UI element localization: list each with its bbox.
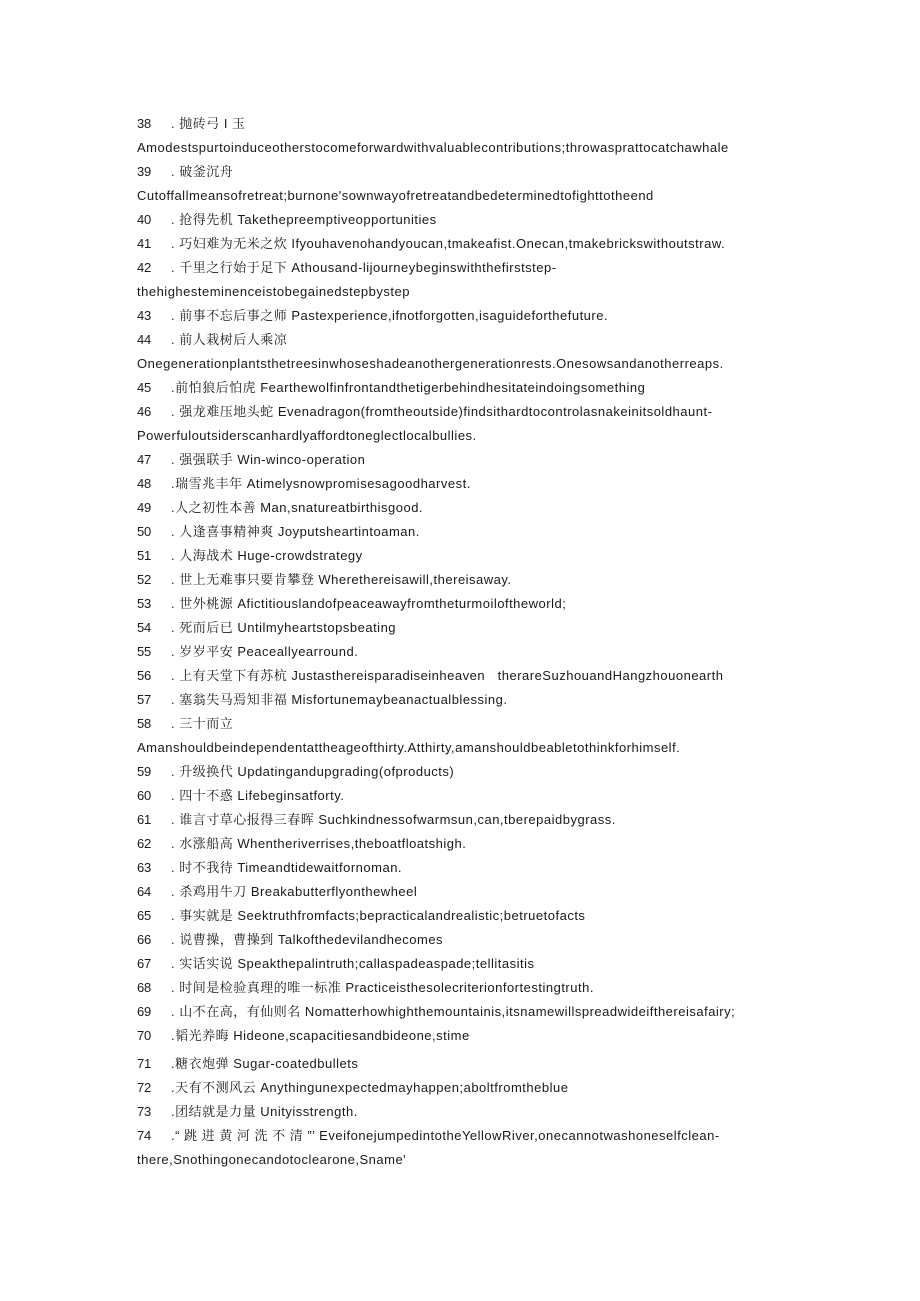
idiom-entry-continuation [137,184,797,208]
entry-number: 42 [137,260,152,275]
idiom-entry [137,1100,797,1124]
idiom-entry [137,472,797,496]
entry-text: . 三十而立 [171,716,234,731]
entry-number: 58 [137,716,152,731]
entry-text: . 杀鸡用牛刀 Breakabutterflyonthewheel [171,884,418,899]
idiom-entry [137,448,797,472]
entry-text: .人之初性本善 Man,snatureatbirthisgood. [171,500,424,515]
idiom-entry [137,1000,797,1024]
idiom-entry [137,592,797,616]
entry-number: 43 [137,308,152,323]
entry-text: Onegenerationplantsthetreesinwhoseshadeanothergenerationrests.Onesowsandanotherreaps. [137,356,724,371]
entry-number: 71 [137,1056,152,1071]
entry-text: .前怕狼后怕虎 Fearthewolfinfrontandthetigerbehindhesitateindoingsomething [171,380,646,395]
idiom-entry-continuation [137,424,797,448]
entry-text: . 山不在高，有仙则名 Nomatterhowhighthemountainis,itsnamewillspreadwideifthereisafairy; [171,1004,736,1019]
entry-text: . 谁言寸草心报得三春晖 Suchkindnessofwarmsun,can,tberepaidbygrass. [171,812,616,827]
entry-number: 69 [137,1004,152,1019]
idiom-entry-continuation [137,1148,797,1172]
entry-number: 38 [137,116,152,131]
entry-text: . 千里之行始于足下 Athousand-lijourneybeginswiththefirststep- [171,260,557,275]
entry-number: 44 [137,332,152,347]
idiom-entry-continuation [137,736,797,760]
entry-text: .瑞雪兆丰年 Atimelysnowpromisesagoodharvest. [171,476,471,491]
idiom-entry [137,640,797,664]
entry-text: . 强龙难压地头蛇 Evenadragon(fromtheoutside)findsithardtocontrolasnakeinitsoldhaunt- [171,404,713,419]
entry-text: . 岁岁平安 Peaceallyearround. [171,644,359,659]
idiom-entry [137,760,797,784]
entry-text: . 前人栽树后人乘凉 [171,332,288,347]
entry-text: there,Snothingonecandotoclearone,Sname' [137,1152,407,1167]
idiom-entry [137,856,797,880]
entry-text: . 巧妇难为无米之炊 Ifyouhavenohandyoucan,tmakeafist.Onecan,tmakebrickswithoutstraw. [171,236,726,251]
idiom-entry [137,712,797,736]
entry-text: . 上有天堂下有苏杭 JustasthereisparadiseinheavenﾠtherareSuzhouandHangzhouonearth [171,668,724,683]
idiom-entry [137,832,797,856]
entry-text: .天有不测风云 Anythingunexpectedmayhappen;aboltfromtheblue [171,1080,569,1095]
idiom-entry-continuation [137,280,797,304]
entry-number: 40 [137,212,152,227]
entry-text: . 人海战术 Huge-crowdstrategy [171,548,363,563]
entry-number: 70 [137,1028,152,1043]
entry-text: . 前事不忘后事之师 Pastexperience,ifnotforgotten,isaguideforthefuture. [171,308,609,323]
entry-number: 39 [137,164,152,179]
idiom-entry [137,568,797,592]
entry-number: 56 [137,668,152,683]
entry-number: 45 [137,380,152,395]
entry-number: 67 [137,956,152,971]
entry-number: 65 [137,908,152,923]
entry-text: . 抢得先机 Takethepreemptiveopportunities [171,212,437,227]
entry-text: .团结就是力量 Unityisstrength. [171,1104,358,1119]
idiom-entry [137,1124,797,1148]
idiom-entry [137,208,797,232]
entry-number: 57 [137,692,152,707]
entry-number: 73 [137,1104,152,1119]
entry-text: .韬光养晦 Hideone,scapacitiesandbideone,stime [171,1028,470,1043]
entry-number: 48 [137,476,152,491]
entry-text: . 四十不惑 Lifebeginsatforty. [171,788,345,803]
entry-text: thehighesteminenceistobegainedstepbystep [137,284,410,299]
idiom-entry [137,928,797,952]
entry-text: Amodestspurtoinduceotherstocomeforwardwithvaluablecontributions;throwasprattocatchawhale [137,140,729,155]
entry-text: . 人逢喜事精神爽 Joyputsheartintoaman. [171,524,420,539]
entry-text: . 破釜沉舟 [171,164,234,179]
entry-text: . 世外桃源 Afictitiouslandofpeaceawayfromtheturmoiloftheworld; [171,596,567,611]
idiom-entry [137,400,797,424]
idiom-entry-continuation [137,136,797,160]
entry-text: . 时间是检验真理的唯一标准 Practiceisthesolecriterionfortestingtruth. [171,980,594,995]
idiom-entry [137,808,797,832]
entry-text: . 说曹操，曹操到 Talkofthedevilandhecomes [171,932,444,947]
idiom-entry [137,304,797,328]
idiom-entry [137,664,797,688]
entry-text: . 水涨船高 Whentheriverrises,theboatfloatshigh. [171,836,467,851]
idiom-entry [137,160,797,184]
entry-text: Cutoffallmeansofretreat;burnone'sownwayofretreatandbedeterminedtofighttotheend [137,188,654,203]
idiom-entry [137,544,797,568]
entry-number: 51 [137,548,152,563]
entry-number: 64 [137,884,152,899]
entry-number: 46 [137,404,152,419]
entry-text: Amanshouldbeindependentattheageofthirty.Atthirty,amanshouldbeabletothinkforhimself. [137,740,681,755]
entry-text: . 实话实说 Speakthepalintruth;callaspadeaspade;tellitasitis [171,956,535,971]
entry-text: . 抛砖弓 I 玉 [171,116,246,131]
idiom-entry [137,616,797,640]
entry-number: 50 [137,524,152,539]
idiom-entry [137,256,797,280]
entry-text: .“ 跳 进 黄 河 洗 不 清 ”’ EveifonejumpedintotheYellowRiver,onecannotwashoneselfclean- [171,1128,720,1143]
entry-number: 53 [137,596,152,611]
idiom-entry [137,1052,797,1076]
entry-number: 41 [137,236,152,251]
entry-number: 54 [137,620,152,635]
entry-number: 47 [137,452,152,467]
entry-number: 68 [137,980,152,995]
idiom-entry [137,520,797,544]
entry-number: 63 [137,860,152,875]
entry-number: 59 [137,764,152,779]
entry-number: 74 [137,1128,152,1143]
idiom-entry [137,376,797,400]
entry-number: 55 [137,644,152,659]
idiom-entry [137,952,797,976]
entry-number: 66 [137,932,152,947]
idiom-entry [137,904,797,928]
entry-text: . 升级换代 Updatingandupgrading(ofproducts) [171,764,455,779]
entry-text: . 世上无难事只要肯攀登 Wherethereisawill,thereisaway. [171,572,512,587]
entry-text: . 强强联手 Win-winco-operation [171,452,366,467]
entry-number: 61 [137,812,152,827]
entry-text: . 时不我待 Timeandtidewaitfornoman. [171,860,403,875]
idiom-entry [137,232,797,256]
idiom-entry [137,328,797,352]
entry-number: 49 [137,500,152,515]
entry-number: 62 [137,836,152,851]
entry-number: 52 [137,572,152,587]
entry-text: . 死而后已 Untilmyheartstopsbeating [171,620,397,635]
idiom-entry [137,880,797,904]
entry-text: . 塞翁失马焉知非福 Misfortunemaybeanactualblessing. [171,692,508,707]
entry-number: 72 [137,1080,152,1095]
idiom-entry [137,496,797,520]
entry-number: 60 [137,788,152,803]
idiom-entry [137,1024,797,1048]
entry-text: Powerfuloutsiderscanhardlyaffordtoneglectlocalbullies. [137,428,477,443]
idiom-list [137,112,797,1172]
idiom-entry [137,112,797,136]
entry-text: . 事实就是 Seektruthfromfacts;bepracticalandrealistic;betruetofacts [171,908,586,923]
entry-text: .糖衣炮弹 Sugar-coatedbullets [171,1056,359,1071]
idiom-entry [137,1076,797,1100]
idiom-entry [137,976,797,1000]
idiom-entry [137,784,797,808]
idiom-entry-continuation [137,352,797,376]
idiom-entry [137,688,797,712]
